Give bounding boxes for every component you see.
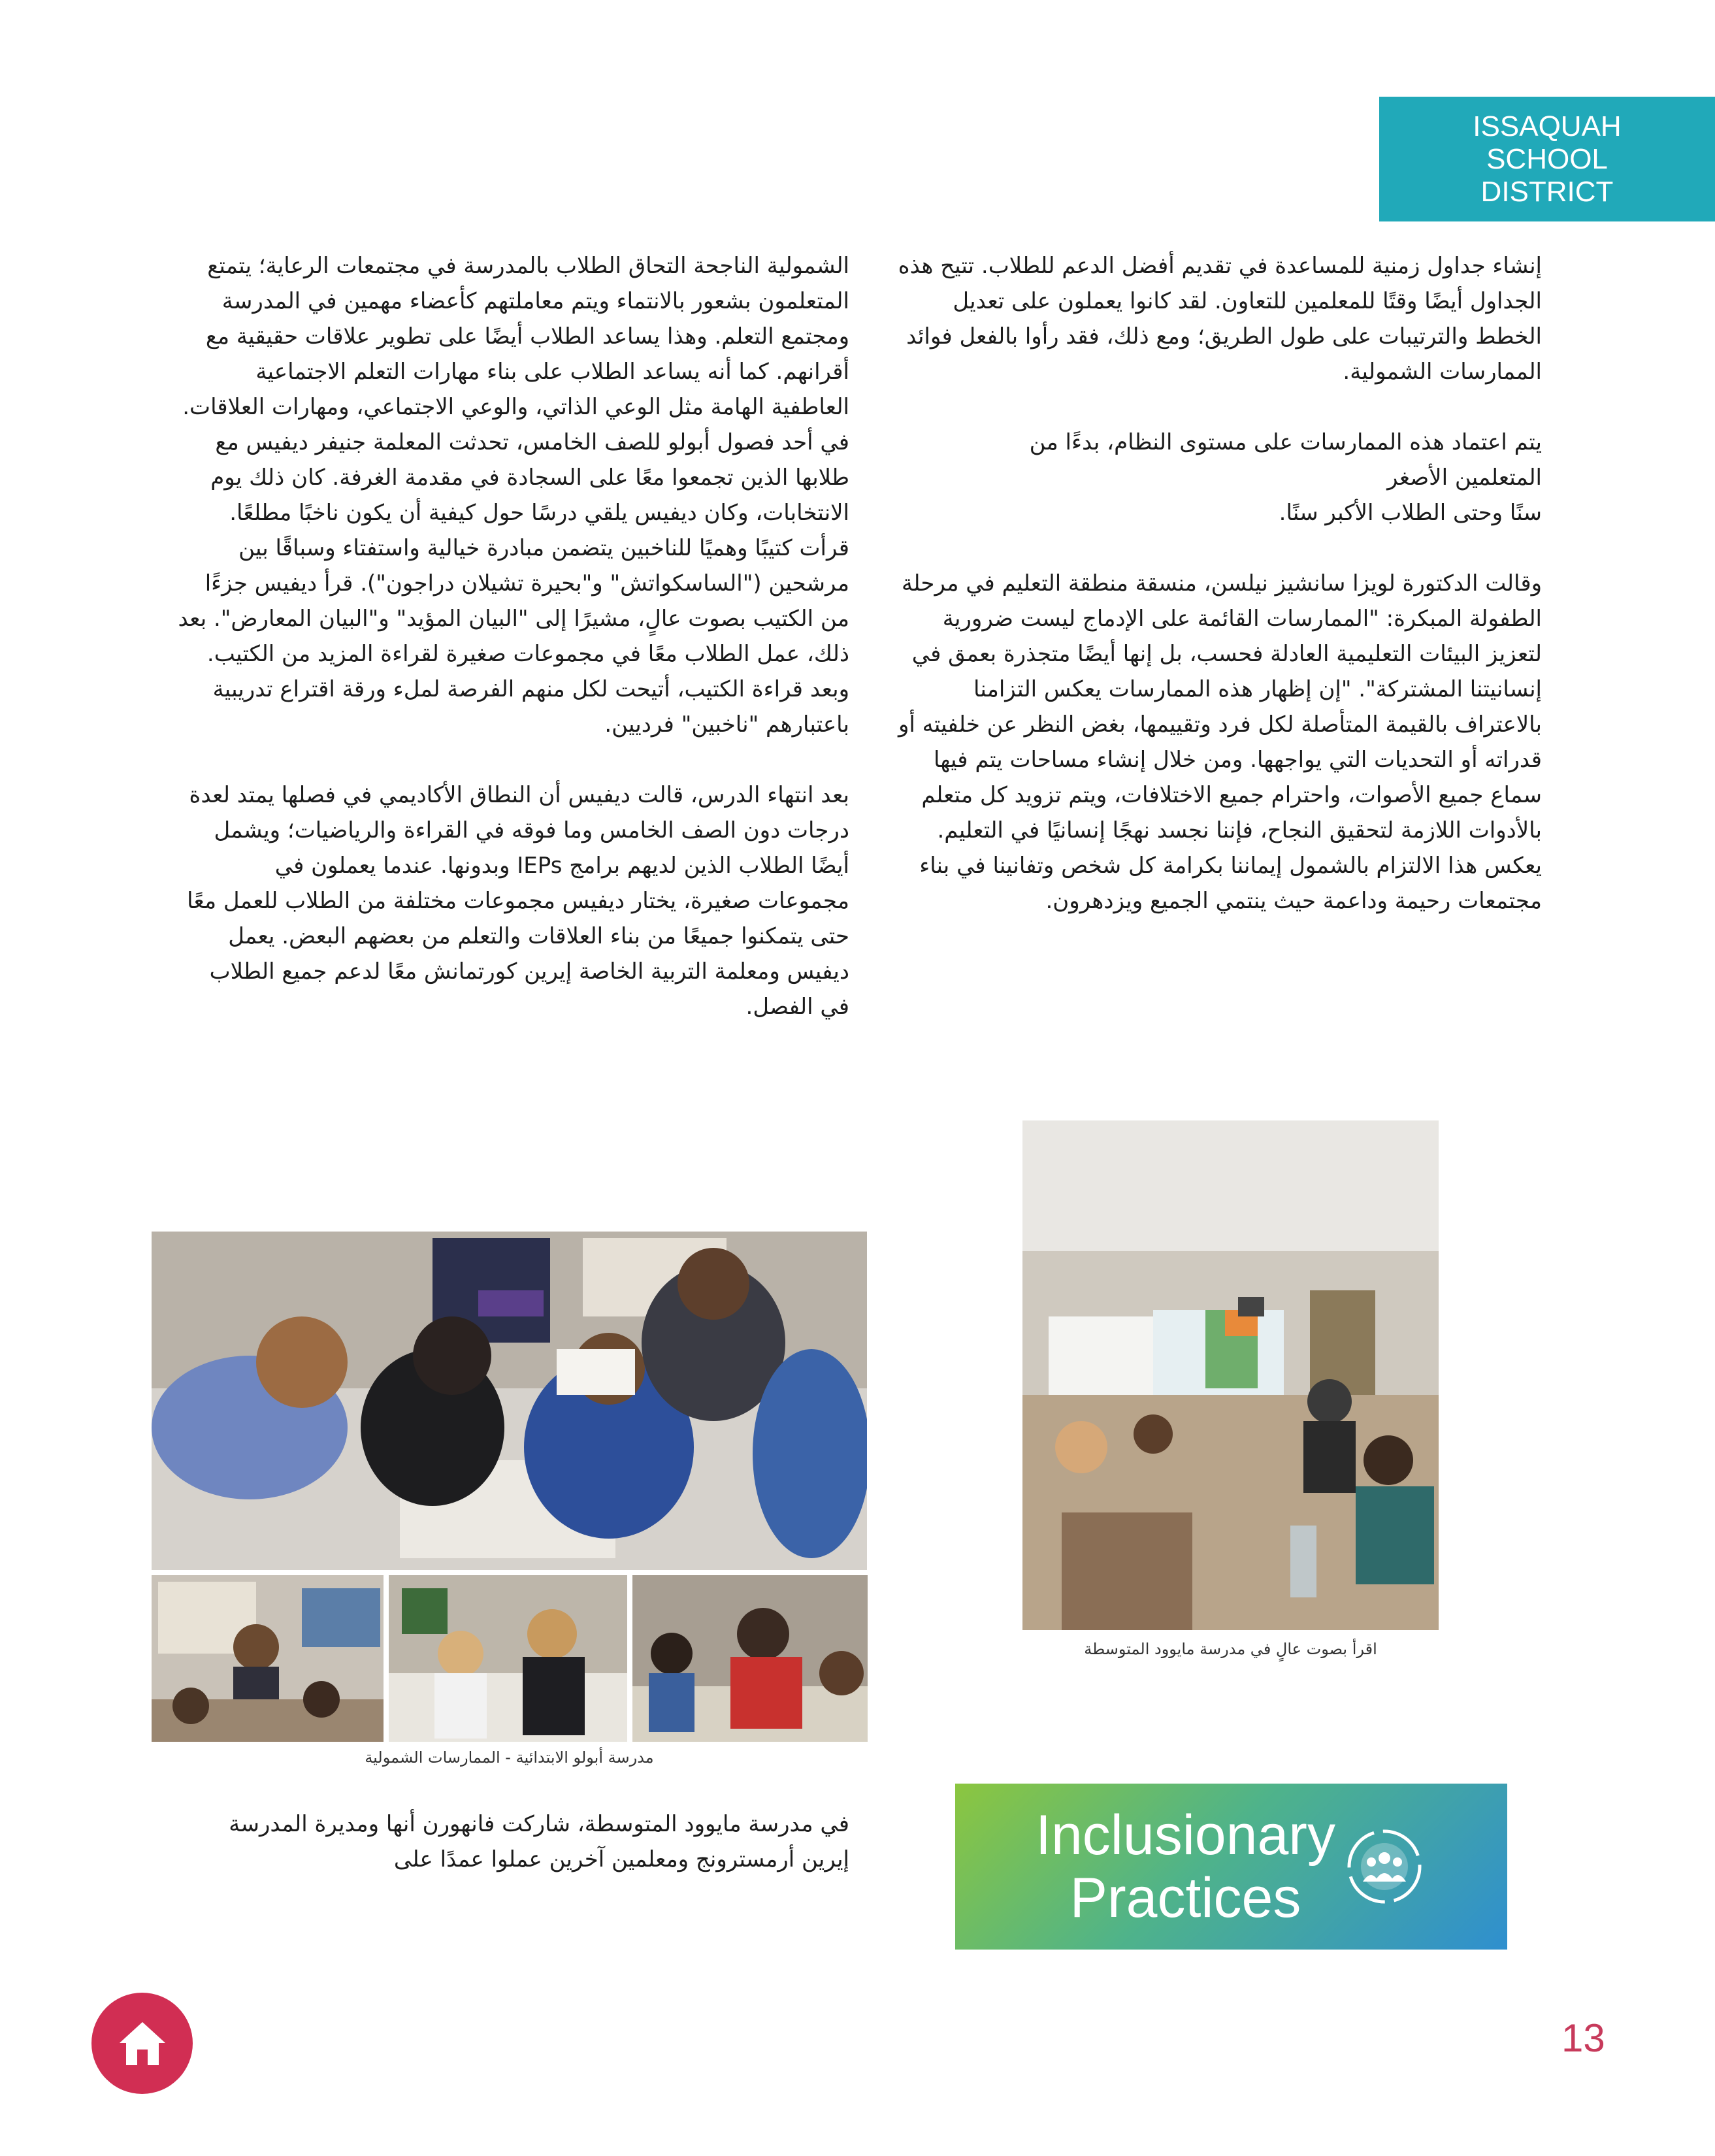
right-text-column: [895, 248, 1542, 919]
home-icon: [113, 2014, 172, 2073]
inclusionary-practices-banner: [955, 1784, 1507, 1950]
apollo-small-photo-3: [632, 1575, 868, 1742]
right-paragraph-3: وقالت الدكتورة لويزا سانشيز نيلسن، منسقة منطقة التعليم في مرحلة الطفولة المبكرة: "الممارسات القائمة على الإدماج ليست ضرورية لتعزيز البيئات التعليمية العادلة فحسب، بل إنها أيضًا متجذرة بعمق في إنسانيتنا المشتركة". "إن إظهار هذه الممارسات يعكس التزامنا بالاعتراف بالقيمة المتأصلة لكل فرد وتقييمها، بغض النظر عن خلفيته أو قدراته أو التحديات التي يواجهها. ومن خلال إنشاء مساحات يتم فيها سماع جميع الأصوات، واحترام جميع الاختلافات، ويتم تزويد كل متعلم بالأدوات اللازمة لتحقيق النجاح، فإننا نجسد نهجًا إنسانيًا في التعليم. يعكس هذا الالتزام بالشمول إيماننا بكرامة كل شخص وتفانينا في بناء مجتمعات رحيمة وداعمة حيث ينتمي الجميع ويزدهرون.: [898, 570, 1542, 914]
right-paragraph-2-line-1: يتم اعتماد هذه الممارسات على مستوى النظام، بدءًا من: [1029, 429, 1542, 455]
maywood-classroom-photo: [1022, 1120, 1439, 1630]
left-paragraph-1: الشمولية الناجحة التحاق الطلاب بالمدرسة في مجتمعات الرعاية؛ يتمتع المتعلمون بشعور بالانتماء ويتم معاملتهم كأعضاء مهمين في المدرسة ومجتمع التعلم. وهذا يساعد الطلاب أيضًا على تطوير علاقات حقيقية مع أقرانهم. كما أنه يساعد الطلاب على بناء مهارات التعلم الاجتماعية العاطفية الهامة مثل الوعي الذاتي، والوعي الاجتماعي، ومهارات العلاقات. في أحد فصول أبولو للصف الخامس، تحدثت المعلمة جنيفر ديفيس مع طلابها الذين تجمعوا معًا على السجادة في مقدمة الغرفة. كان ذلك يوم الانتخابات، وكان ديفيس يلقي درسًا حول كيفية أن يكون ناخبًا مطلعًا. قرأت كتيبًا وهميًا للناخبين يتضمن مبادرة خيالية واستفتاء وسباقًا بين مرشحين ("الساسكواتش" و"بحيرة تشيلان دراجون"). قرأ ديفيس جزءًا من الكتيب بصوت عالٍ، مشيرًا إلى "البيان المؤيد" و"البيان المعارض". بعد ذلك، عمل الطلاب معًا في مجموعات صغيرة لقراءة المزيد من الكتيب. وبعد قراءة الكتيب، أتيحت لكل منهم الفرصة لملء ورقة اقتراع تدريبية باعتبارهم "ناخبين" فرديين.: [178, 253, 849, 738]
apollo-small-photo-2: [389, 1575, 627, 1742]
district-line-1: ISSAQUAH: [1473, 110, 1622, 142]
district-line-2: SCHOOL: [1486, 142, 1608, 175]
apollo-caption: مدرسة أبولو الابتدائية - الممارسات الشمولية: [365, 1748, 654, 1767]
right-paragraph-2: [895, 425, 1542, 531]
banner-title: [1036, 1804, 1335, 1929]
left-paragraph-3: في مدرسة مايوود المتوسطة، شاركت فانهورن أنها ومديرة المدرسة إيرين أرمسترونج ومعلمين آخرين عملوا عمدًا على: [229, 1811, 849, 1872]
apollo-classroom-photo: [152, 1232, 867, 1570]
banner-line-2: Practices: [1070, 1867, 1301, 1929]
group-cycle-icon: [1342, 1824, 1427, 1909]
page-number: 13: [1561, 2016, 1605, 2060]
home-button[interactable]: [91, 1993, 193, 2094]
maywood-caption: اقرأ بصوت عالٍ في مدرسة مايوود المتوسطة: [1084, 1640, 1377, 1658]
right-paragraph-1: إنشاء جداول زمنية للمساعدة في تقديم أفضل الدعم للطلاب. تتيح هذه الجداول أيضًا وقتًا للمعلمين للتعاون. لقد كانوا يعملون على تعديل الخطط والترتيبات على طول الطريق؛ ومع ذلك، فقد رأوا بالفعل فوائد الممارسات الشمولية.: [898, 253, 1542, 385]
district-line-3: DISTRICT: [1480, 175, 1614, 208]
left-paragraph-2: بعد انتهاء الدرس، قالت ديفيس أن النطاق الأكاديمي في فصلها يمتد لعدة درجات دون الصف الخامس وما فوقه في القراءة والرياضيات؛ ويشمل أيضًا الطلاب الذين لديهم برامج IEPs وبدونها. عندما يعملون في مجموعات صغيرة، يختار ديفيس مجموعات مختلفة من الطلاب للعمل معًا حتى يتمكنوا جميعًا من بناء العلاقات والتعلم من بعضهم البعض. يعمل ديفيس ومعلمة التربية الخاصة إيرين كورتمانش معًا لدعم جميع الطلاب في الفصل.: [187, 782, 849, 1020]
banner-line-1: Inclusionary: [1036, 1804, 1335, 1867]
right-paragraph-2-line-3: سنًا وحتى الطلاب الأكبر سنًا.: [1279, 500, 1542, 526]
right-paragraph-2-line-2: المتعلمين الأصغر: [1387, 465, 1542, 491]
district-badge: [1379, 97, 1715, 221]
apollo-small-photo-1: [152, 1575, 384, 1742]
left-text-column: [176, 248, 849, 1024]
